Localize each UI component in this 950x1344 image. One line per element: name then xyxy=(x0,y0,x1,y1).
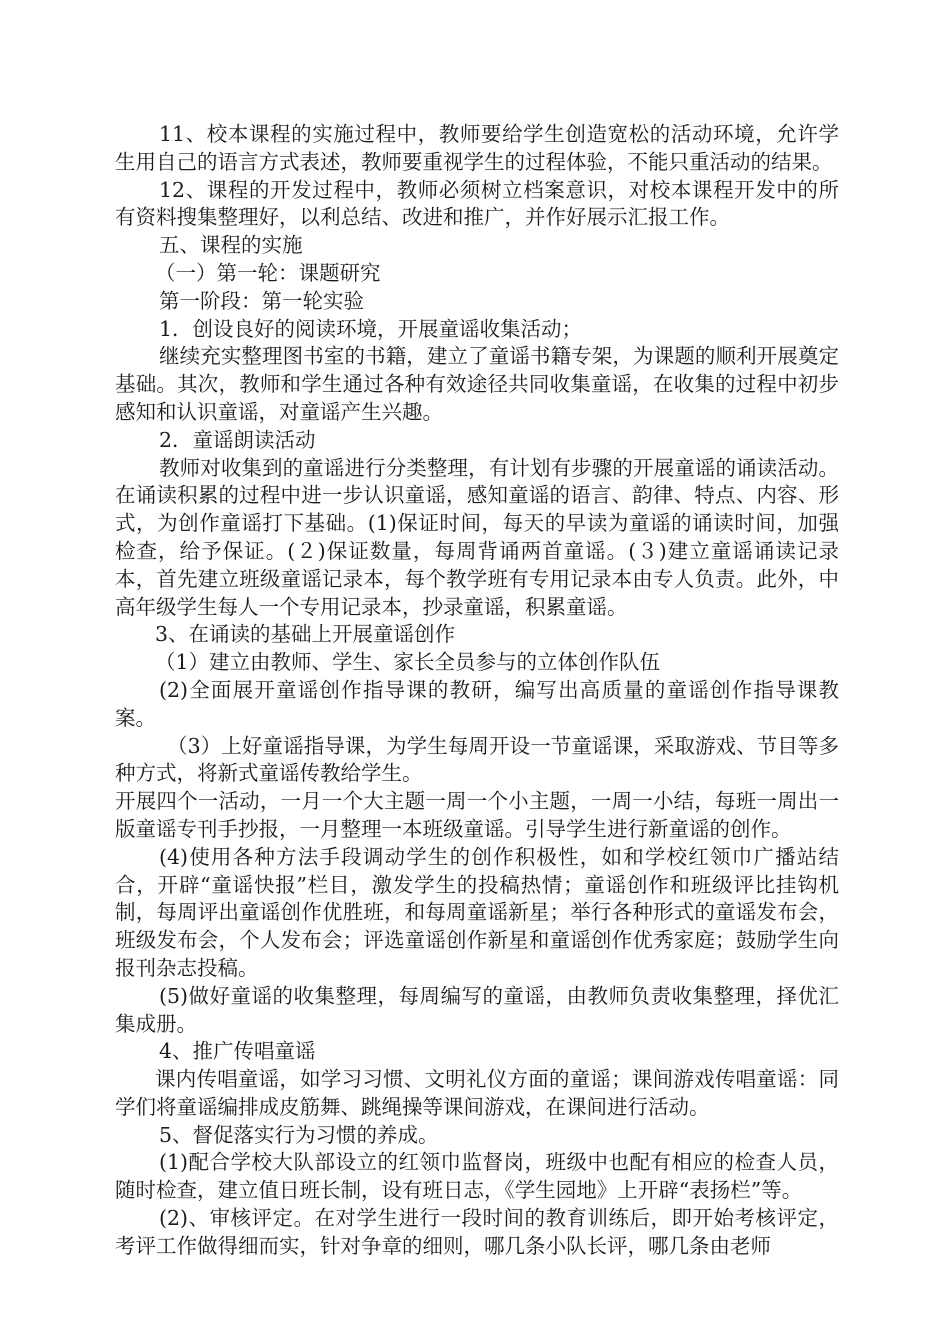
sub-item-creation-team: （1）建立由教师、学生、家长全员参与的立体创作队伍 xyxy=(155,650,661,675)
paragraph-reading-environment: 继续充实整理图书室的书籍，建立了童谣书籍专架，为课题的顺利开展奠定基础。其次，教师和学生通过各种有效途径共同收集童谣，在收集的过程中初步感知和认识童谣，对童谣产生兴趣。 xyxy=(115,344,839,424)
stage-heading-first-experiment: 第一阶段：第一轮实验 xyxy=(159,288,364,313)
paragraph-promotion: 课内传唱童谣，如学习习惯、文明礼仪方面的童谣；课间游戏传唱童谣：同学们将童谣编排成皮筋舞、跳绳操等课间游戏，在课间进行活动。 xyxy=(115,1067,839,1119)
sub-item-teaching-research: (2)全面展开童谣创作指导课的教研，编写出高质量的童谣创作指导课教案。 xyxy=(115,677,839,730)
sub-item-collection: (5)做好童谣的收集整理，每周编写的童谣，由教师负责收集整理，择优汇集成册。 xyxy=(115,983,839,1036)
sub-item-evaluation: (2)、审核评定。在对学生进行一段时间的教育训练后，即开始考核评定，考评工作做得细而实，针对争章的细则，哪几条小队长评，哪几条由老师 xyxy=(115,1206,839,1258)
item-heading-reading-activity: 2．童谣朗读活动 xyxy=(159,427,316,452)
paragraph-item-11: 11、校本课程的实施过程中，教师要给学生创造宽松的活动环境，允许学生用自己的语言方式表述，教师要重视学生的过程体验，不能只重活动的结果。 xyxy=(115,122,839,174)
document-body xyxy=(115,121,839,1261)
paragraph-item-12: 12、课程的开发过程中，教师必须树立档案意识，对校本课程开发中的所有资料搜集整理好，以利总结、改进和推广，并作好展示汇报工作。 xyxy=(115,177,839,230)
item-heading-habits: 5、督促落实行为习惯的养成。 xyxy=(159,1122,439,1147)
item-heading-reading-environment: 1．创设良好的阅读环境，开展童谣收集活动； xyxy=(159,316,583,341)
paragraph-four-activities: 开展四个一活动，一月一个大主题一周一个小主题，一周一小结，每班一周出一版童谣专刊手抄报，一月整理一本班级童谣。引导学生进行新童谣的创作。 xyxy=(115,789,839,841)
item-heading-promotion: 4、推广传唱童谣 xyxy=(159,1039,316,1064)
sub-item-guidance-class: （3）上好童谣指导课，为学生每周开设一节童谣课，采取游戏、节目等多种方式，将新式童谣传教给学生。 xyxy=(115,733,839,786)
sub-item-supervision: (1)配合学校大队部设立的红领巾监督岗，班级中也配有相应的检查人员，随时检查，建立值日班长制，设有班日志，《学生园地》上开辟“表扬栏”等。 xyxy=(115,1150,839,1203)
paragraph-reading-activity: 教师对收集到的童谣进行分类整理，有计划有步骤的开展童谣的诵读活动。在诵读积累的过程中进一步认识童谣，感知童谣的语言、韵律、特点、内容、形式，为创作童谣打下基础。(1)保证时间，每天的早读为童谣的诵读时间，加强检查，给予保证。(２)保证数量，每周背诵两首童谣。(３)建立童谣诵读记录本，首先建立班级童谣记录本，每个教学班有专用记录本由专人负责。此外，中高年级学生每人一个专用记录本，抄录童谣，积累童谣。 xyxy=(115,455,839,619)
subsection-heading-first-round: （一）第一轮：课题研究 xyxy=(155,260,381,285)
section-heading-implementation: 五、课程的实施 xyxy=(159,233,303,258)
item-heading-creation: 3、在诵读的基础上开展童谣创作 xyxy=(155,622,456,647)
sub-item-motivation: (4)使用各种方法手段调动学生的创作积极性，如和学校红领巾广播站结合，开辟“童谣快报”栏目，激发学生的投稿热情；童谣创作和班级评比挂钩机制，每周评出童谣创作优胜班，和每周童谣新星；举行各种形式的童谣发布会，班级发布会，个人发布会；评选童谣创作新星和童谣创作优秀家庭；鼓励学生向报刊杂志投稿。 xyxy=(115,844,839,980)
